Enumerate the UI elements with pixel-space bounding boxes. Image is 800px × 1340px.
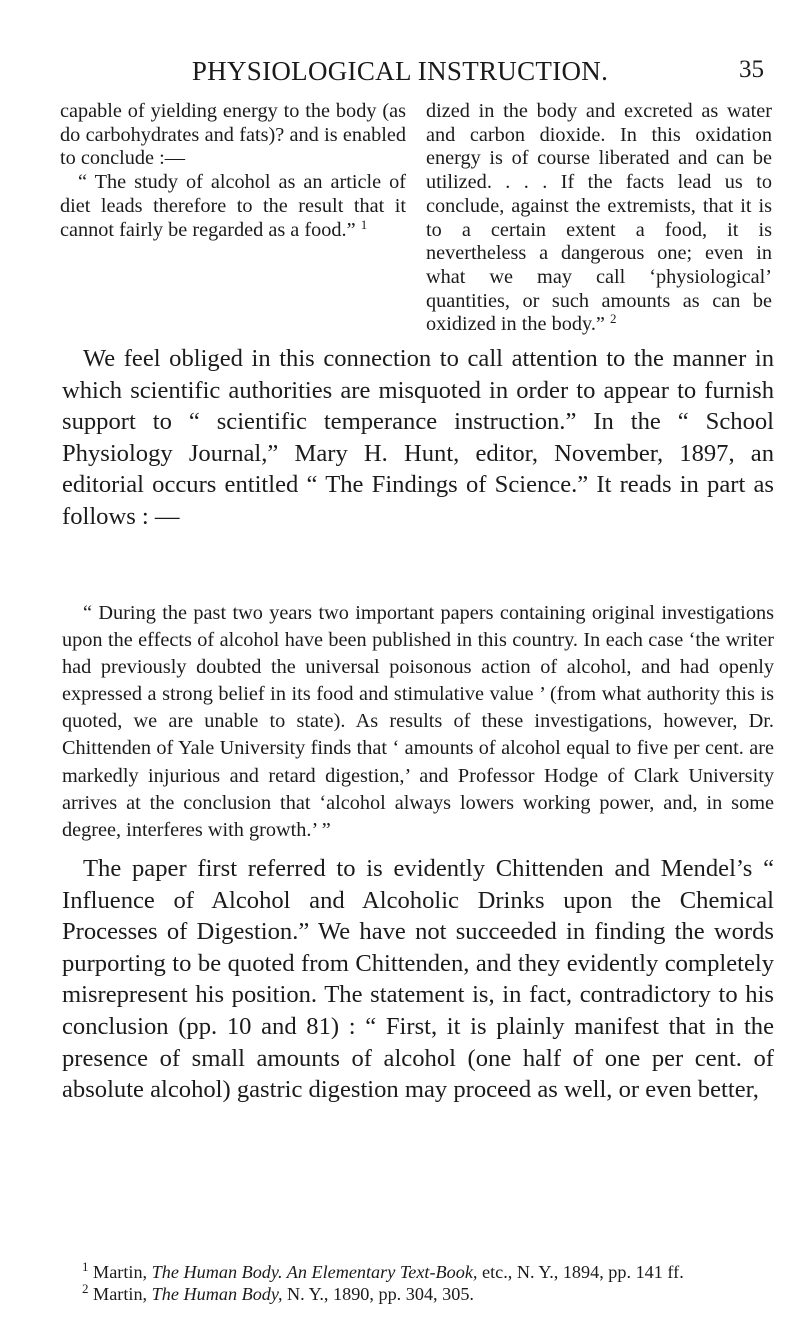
body-paragraph-2-text: The paper first referred to is evidently Chittenden and Mendel’s “ Influence of Alcohol and Alcoholic Drinks upon the Chemical Processes of Digestion.” We have not succeeded in finding the words purporting to be quoted from Chittenden, and they evidently completely misrepresent his position. The statement is, in fact, contradictory to his conclusion (pp. 10 and 81) : “ First, it is plainly manifest that in the presence of small amounts of alcohol (one half of one per cent. of absolute alcohol) gastric digestion may proceed as well, or even better,	[62, 855, 774, 1104]
footnote-2-title: The Human Body,	[151, 1283, 283, 1304]
body-paragraph-1-text: We feel obliged in this connection to call attention to the manner in which scientific authorities are misquoted in order to appear to furnish support to “ scientific temperance instruction.” In the “ School Physiology Journal,” Mary H. Hunt, editor, November, 1897, an editorial occurs entitled “ The Findings of Science.” It reads in part as follows : —	[62, 345, 774, 530]
two-column-quotation	[60, 100, 772, 337]
footnote-2-details: N. Y., 1890, pp. 304, 305.	[287, 1283, 474, 1304]
left-column	[60, 100, 406, 337]
right-column	[426, 100, 772, 337]
left-column-text: capable of yielding energy to the body (as do carbohydrates and fats)? and is enabled to conclude :—	[60, 100, 406, 170]
body-paragraph-1	[62, 343, 774, 533]
page-header	[0, 56, 800, 90]
footnote-1-title: The Human Body. An Elementary Text-Book,	[151, 1262, 478, 1282]
footnote-1-number: 1	[82, 1259, 89, 1274]
footnote-1-author: Martin,	[93, 1262, 148, 1282]
block-quotation-text: “ During the past two years two important papers containing original investigations upon the effects of alcohol have been published in this country. In each case ‘the writer had previously doubted the universal poisonous action of alcohol, and had openly expressed a strong belief in its food and stimulative value ’ (from what authority this is quoted, we are unable to state). As results of these investigations, however, Dr. Chittenden of Yale University finds that ‘ amounts of alcohol equal to five per cent. are markedly injurious and retard digestion,’ and Professor Hodge of Clark University arrives at the conclusion that ‘alcohol always lowers working power, and, in some degree, interferes with growth.’ ”	[62, 602, 774, 841]
footnote-2	[62, 1280, 774, 1306]
footnote-ref-1: 1	[360, 216, 368, 232]
footnote-2-author: Martin,	[93, 1283, 148, 1304]
page-number: 35	[739, 56, 764, 83]
footnote-2-number: 2	[82, 1280, 89, 1296]
footnote-ref-2: 2	[610, 311, 617, 327]
running-head: PHYSIOLOGICAL INSTRUCTION.	[191, 56, 609, 86]
left-column-quote	[60, 171, 406, 242]
footnote-1-details: etc., N. Y., 1894, pp. 141 ff.	[482, 1262, 684, 1282]
footnote-1	[62, 1259, 774, 1284]
left-quote-text: “ The study of alcohol as an article of diet leads therefore to the result that it cannot fairly be regarded as a food.”	[60, 171, 406, 241]
footnotes	[62, 1259, 774, 1305]
block-quotation	[62, 600, 774, 844]
right-quote-text: dized in the body and excreted as water and carbon dioxide. In this oxidation energy is of course liberated and can be utilized. . . . If the facts lead us to conclude, against the extremists, that it is to a certain extent a food, it is nevertheless a dangerous one; even in what we may call ‘physiological’ quantities, or such amounts as can be oxidized in the body.”	[426, 100, 772, 336]
body-paragraph-2	[62, 853, 774, 1106]
right-column-quote	[426, 100, 772, 337]
